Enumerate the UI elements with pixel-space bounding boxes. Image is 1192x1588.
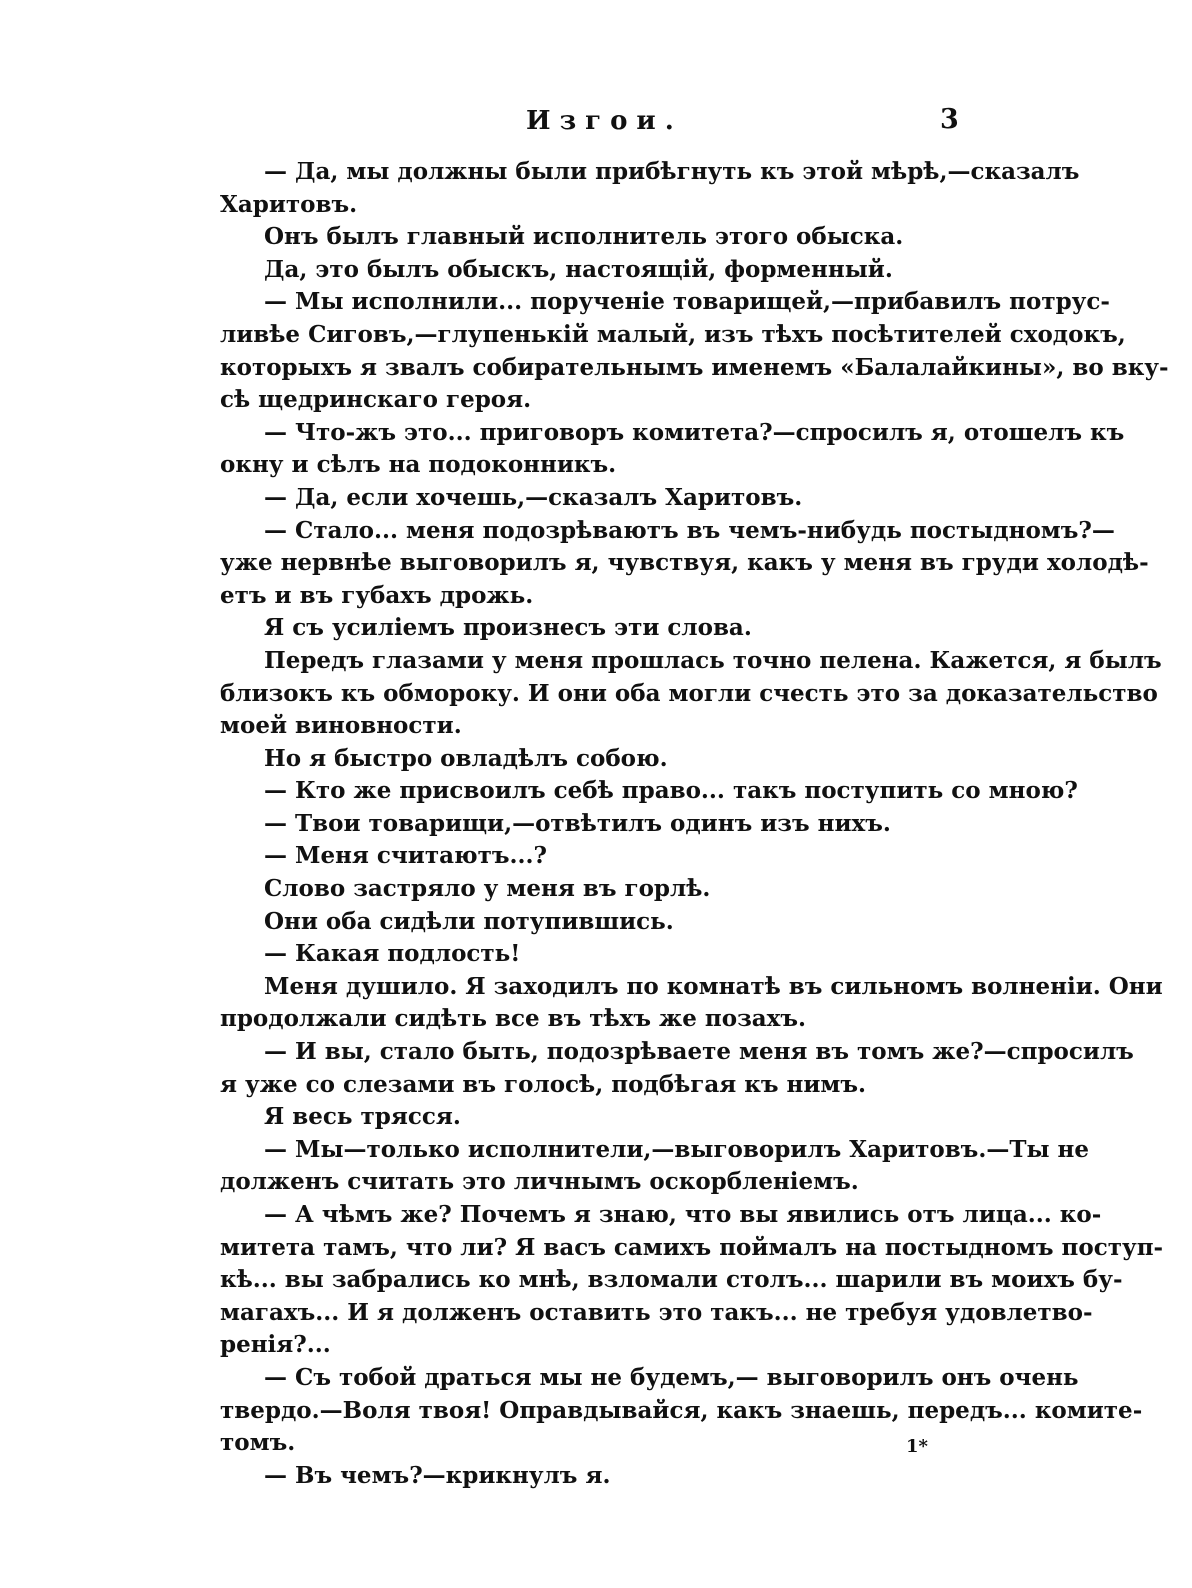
- text-line: я уже со слезами въ голосѣ, подбѣгая къ нимъ.: [220, 1070, 867, 1098]
- text-line: Меня душило. Я заходилъ по комнатѣ въ сильномъ волненіи. Они: [264, 972, 1163, 1000]
- text-line: твердо.—Воля твоя! Оправдывайся, какъ знаешь, передъ... комите-: [220, 1396, 1143, 1424]
- text-line: долженъ считать это личнымъ оскорбленіемъ.: [220, 1168, 859, 1196]
- text-line: — Да, если хочешь,—сказалъ Харитовъ.: [264, 483, 803, 511]
- text-line: Я съ усиліемъ произнесъ эти слова.: [264, 614, 752, 642]
- text-line: митета тамъ, что ли? Я васъ самихъ поймалъ на постыдномъ поступ-: [220, 1233, 1164, 1261]
- text-line: — Съ тобой драться мы не будемъ,— выговорилъ онъ очень: [264, 1363, 1079, 1391]
- text-line: Передъ глазами у меня прошлась точно пелена. Кажется, я былъ: [264, 646, 1162, 674]
- text-line: Онъ былъ главный исполнитель этого обыска.: [264, 223, 904, 251]
- text-line: — Твои товарищи,—отвѣтилъ одинъ изъ нихъ.: [264, 809, 891, 837]
- text-line: — Мы исполнили... порученіе товарищей,—прибавилъ потрус-: [264, 288, 1110, 316]
- text-line: Харитовъ.: [220, 190, 358, 218]
- text-line: — Меня считаютъ...?: [264, 842, 547, 870]
- text-line: — Въ чемъ?—крикнулъ я.: [264, 1461, 611, 1489]
- text-line: — Да, мы должны были прибѣгнуть къ этой мѣрѣ,—сказалъ: [264, 158, 1080, 185]
- text-line: ливѣе Сиговъ,—глупенькій малый, изъ тѣхъ посѣтителей сходокъ,: [220, 320, 1126, 348]
- body-text: [220, 156, 1169, 1492]
- text-line: — Стало... меня подозрѣваютъ въ чемъ-нибудь постыдномъ?—: [264, 516, 1115, 544]
- text-line: — Какая подлость!: [264, 940, 521, 968]
- text-line: — Что-жъ это... приговоръ комитета?—спросилъ я, отошелъ къ: [264, 418, 1125, 446]
- text-line: — Кто же присвоилъ себѣ право... такъ поступить со мною?: [264, 777, 1078, 805]
- text-line: магахъ... И я долженъ оставить это такъ... не требуя удовлетво-: [220, 1298, 1093, 1326]
- text-line: — Мы—только исполнители,—выговорилъ Харитовъ.—Ты не: [264, 1135, 1089, 1163]
- text-line: Слово застряло у меня въ горлѣ.: [264, 875, 711, 903]
- text-line: — А чѣмъ же? Почемъ я знаю, что вы явились отъ лица... ко-: [264, 1201, 1102, 1228]
- text-line: уже нервнѣе выговорилъ я, чувствуя, какъ у меня въ груди холодѣ-: [220, 549, 1149, 577]
- page-number: 3: [940, 104, 959, 135]
- text-line: кѣ... вы забрались ко мнѣ, взломали столъ... шарили въ моихъ бу-: [220, 1266, 1123, 1294]
- text-line: моей виновности.: [220, 712, 462, 740]
- text-line: сѣ щедринскаго героя.: [220, 386, 532, 414]
- text-line: окну и сѣлъ на подоконникъ.: [220, 451, 617, 479]
- text-line: Но я быстро овладѣлъ собою.: [264, 744, 668, 772]
- page-header: [0, 102, 1192, 142]
- text-line: ренія?...: [220, 1331, 331, 1359]
- text-line: Они оба сидѣли потупившись.: [264, 907, 674, 935]
- text-line: продолжали сидѣть все въ тѣхъ же позахъ.: [220, 1005, 807, 1033]
- text-line: етъ и въ губахъ дрожь.: [220, 581, 534, 609]
- signature-mark: 1*: [906, 1436, 928, 1457]
- text-line: которыхъ я звалъ собирательнымъ именемъ «Балалайкины», во вку-: [220, 353, 1169, 381]
- text-line: Да, это былъ обыскъ, настоящій, форменный.: [264, 255, 893, 283]
- text-line: — И вы, стало быть, подозрѣваете меня въ томъ же?—спросилъ: [264, 1038, 1134, 1066]
- text-line: томъ.: [220, 1429, 296, 1457]
- running-title: Изгои.: [526, 106, 683, 136]
- text-line: Я весь трясся.: [264, 1103, 461, 1131]
- text-line: близокъ къ обмороку. И они оба могли счесть это за доказательство: [220, 679, 1158, 707]
